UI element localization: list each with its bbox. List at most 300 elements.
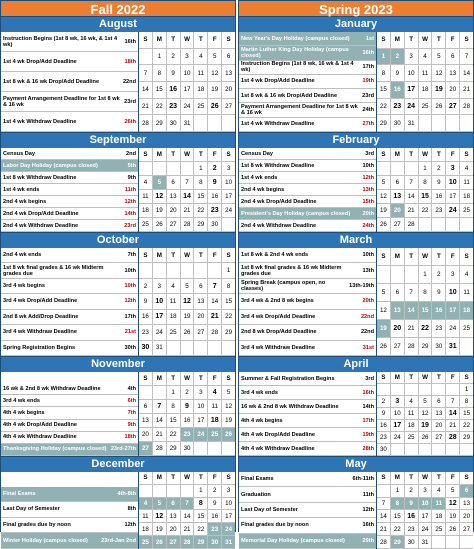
day-cell: [446, 115, 460, 132]
event-list: [239, 32, 377, 132]
event-date: 14th: [362, 403, 374, 410]
event-label: 1st 4 wk ends: [3, 186, 40, 193]
event-row: [239, 372, 376, 386]
day-cell: 31: [419, 536, 433, 549]
day-cell: 12: [153, 190, 167, 204]
event-label: Payment Arrangement Deadline for 1st 8 wk & 16 wk: [241, 104, 358, 117]
day-cell: [208, 263, 222, 278]
event-label: 1st 4 wk Withdraw Deadline: [3, 118, 77, 125]
day-cell: 7: [405, 176, 419, 190]
calendar-grid: [377, 472, 473, 549]
day-cell: [419, 115, 433, 132]
event-row: [1, 248, 138, 263]
day-cell: 30: [139, 341, 153, 356]
day-cell: 10: [153, 294, 167, 309]
month-title: December: [1, 457, 235, 472]
event-label: 1st 8 wk & 16 wk Drop/Add Deadline: [3, 78, 100, 85]
day-cell: 18: [167, 310, 181, 325]
day-cell: [181, 485, 195, 498]
day-cell: 3: [419, 485, 433, 498]
day-cell: 10: [194, 400, 208, 414]
day-cell: 23: [432, 320, 446, 338]
weekday-header: F: [446, 472, 460, 485]
calendar-grid: [377, 372, 473, 456]
event-row: [239, 220, 376, 232]
event-date: 6th-11th: [352, 476, 374, 483]
day-cell: 31: [153, 341, 167, 356]
day-cell: [377, 384, 391, 396]
event-date: 23rd: [124, 222, 136, 229]
weekday-header: F: [208, 148, 222, 162]
day-cell: 10: [446, 176, 460, 190]
day-cell: 3: [446, 266, 460, 284]
day-cell: 19: [222, 414, 235, 428]
day-cell: [377, 485, 391, 498]
weekday-header: F: [208, 472, 222, 485]
day-cell: 18: [460, 302, 473, 320]
event-label: Thanksgiving Holiday (campus closed): [3, 446, 107, 453]
day-cell: 7: [377, 498, 391, 511]
day-cell: 29: [391, 536, 405, 549]
event-row: [239, 487, 376, 502]
weekday-header: F: [446, 248, 460, 266]
weekday-header: T: [432, 248, 446, 266]
day-cell: 7: [405, 284, 419, 302]
day-cell: 19: [446, 510, 460, 523]
event-date: 13th: [362, 267, 374, 274]
day-cell: 11: [419, 65, 433, 82]
day-cell: 11: [460, 176, 473, 190]
day-cell: 2: [181, 386, 195, 400]
event-row: [1, 52, 138, 72]
day-cell: 22: [419, 320, 433, 338]
event-date: 6th: [127, 397, 136, 404]
event-label: Final Exams: [3, 490, 36, 497]
event-label: New Year's Day Holiday (campus closed): [241, 35, 350, 42]
day-cell: 17: [222, 190, 235, 204]
day-cell: 28: [181, 218, 195, 232]
event-label: 4th 4 wk begins: [3, 409, 45, 416]
day-cell: 15: [167, 414, 181, 428]
day-cell: 29: [194, 218, 208, 232]
day-cell: 3: [153, 279, 167, 294]
day-cell: [446, 218, 460, 232]
month-march: [239, 233, 473, 356]
day-cell: 29: [460, 432, 473, 444]
day-cell: 5: [153, 176, 167, 190]
event-label: 4th 4 wk Withdraw Deadline: [3, 434, 77, 441]
weekday-header: M: [153, 472, 167, 485]
event-label: 3rd 4 wk begins: [3, 283, 45, 290]
weekday-header: W: [181, 472, 195, 485]
fall-column: [0, 0, 236, 546]
day-cell: 25: [139, 218, 153, 232]
event-date: 3rd: [365, 375, 374, 382]
event-label: 1st 8 wk final grades & 16 wk Midterm grades due: [241, 264, 342, 277]
day-cell: 10: [405, 65, 419, 82]
event-date: 4th-8th: [117, 490, 136, 497]
day-cell: 7: [208, 279, 222, 294]
day-cell: 7: [446, 396, 460, 408]
event-date: 12th: [124, 198, 136, 205]
day-cell: 13: [222, 65, 235, 82]
day-cell: 5: [208, 49, 222, 66]
event-row: [239, 196, 376, 208]
month-november: [1, 357, 235, 456]
day-cell: 15: [194, 510, 208, 523]
day-cell: 17: [446, 190, 460, 204]
event-label: 1st 8 wk & 16 wk Drop/Add Deadline: [241, 92, 338, 99]
day-cell: 3: [181, 49, 195, 66]
day-cell: 6: [391, 284, 405, 302]
day-cell: 9: [377, 408, 391, 420]
event-list: [239, 372, 377, 456]
day-cell: 22: [391, 523, 405, 536]
weekday-header: S: [460, 372, 473, 384]
month-october: [1, 233, 235, 356]
event-row: [1, 279, 138, 294]
day-cell: 3: [194, 386, 208, 400]
day-cell: [432, 536, 446, 549]
day-cell: 2: [391, 49, 405, 66]
day-cell: 1: [391, 485, 405, 498]
event-row: [1, 310, 138, 325]
event-label: 3rd 4 wk Withdraw Deadline: [241, 344, 315, 351]
day-cell: 20: [460, 510, 473, 523]
month-title: May: [239, 457, 473, 472]
month-january: [239, 17, 473, 132]
event-date: 28th: [362, 445, 374, 452]
day-cell: 30: [208, 218, 222, 232]
day-cell: 4: [460, 266, 473, 284]
day-cell: 20: [194, 310, 208, 325]
month-title: August: [1, 17, 235, 32]
holiday-row: [239, 46, 376, 60]
event-row: [1, 263, 138, 278]
event-row: [1, 294, 138, 309]
weekday-header: W: [181, 148, 195, 162]
day-cell: 6: [167, 176, 181, 190]
day-cell: 13: [391, 302, 405, 320]
day-cell: 2: [139, 279, 153, 294]
day-cell: 24: [222, 204, 235, 218]
event-row: [1, 220, 138, 232]
day-cell: [139, 386, 153, 400]
event-label: 2nd 4 wk Drop/Add Deadline: [241, 198, 317, 205]
day-cell: 22: [194, 204, 208, 218]
event-date: 19th: [362, 78, 374, 85]
event-date: 30th: [124, 344, 136, 351]
event-label: 2nd 8 wk Add/Drop Deadline: [3, 313, 79, 320]
day-cell: 18: [419, 82, 433, 99]
day-cell: [139, 485, 153, 498]
event-row: [1, 172, 138, 184]
day-cell: 7: [460, 49, 473, 66]
day-cell: 4: [460, 162, 473, 176]
day-cell: 5: [432, 49, 446, 66]
event-date: 18th: [124, 434, 136, 441]
day-cell: 29: [377, 115, 391, 132]
day-cell: 11: [194, 65, 208, 82]
day-cell: 24: [391, 432, 405, 444]
day-cell: 20: [432, 420, 446, 432]
event-row: [239, 294, 376, 309]
day-cell: 26: [446, 523, 460, 536]
day-cell: 3: [405, 49, 419, 66]
day-cell: [391, 162, 405, 176]
weekday-header: W: [419, 32, 433, 49]
day-cell: 20: [139, 428, 153, 442]
event-label: Payment Arrangement Deadline for 1st 8 wk & 16 wk: [3, 95, 120, 108]
event-row: [239, 414, 376, 428]
day-cell: 8: [222, 279, 235, 294]
day-cell: [405, 444, 419, 456]
day-cell: 16: [432, 190, 446, 204]
day-cell: 27: [167, 218, 181, 232]
day-cell: 13: [139, 414, 153, 428]
day-cell: [432, 218, 446, 232]
event-date: 12th: [124, 298, 136, 305]
day-cell: 9: [208, 498, 222, 511]
day-cell: 26: [222, 428, 235, 442]
event-row: [239, 160, 376, 172]
event-row: [239, 400, 376, 414]
day-cell: 27: [432, 432, 446, 444]
event-label: 2nd 4 wk Drop/Add Deadline: [3, 210, 79, 217]
day-cell: 1: [153, 49, 167, 66]
day-cell: 28: [139, 115, 153, 132]
day-cell: 16: [167, 82, 181, 99]
day-cell: 30: [405, 536, 419, 549]
event-label: 2nd 4 wk begins: [241, 186, 285, 193]
weekday-header: S: [460, 472, 473, 485]
event-row: [239, 279, 376, 294]
holiday-row: [239, 534, 376, 549]
holiday-row: [1, 533, 138, 549]
day-cell: 22: [153, 99, 167, 116]
day-cell: 20: [167, 204, 181, 218]
day-cell: [194, 341, 208, 356]
day-cell: [153, 485, 167, 498]
event-row: [239, 61, 376, 75]
event-date: 9th: [127, 422, 136, 429]
day-cell: 24: [194, 428, 208, 442]
weekday-header: W: [419, 472, 433, 485]
day-cell: 8: [460, 396, 473, 408]
day-cell: 8: [153, 65, 167, 82]
day-cell: 18: [194, 82, 208, 99]
day-cell: [446, 536, 460, 549]
day-cell: 26: [432, 99, 446, 116]
day-cell: 10: [222, 176, 235, 190]
day-cell: 4: [194, 49, 208, 66]
event-date: 23rd-27th: [110, 446, 136, 453]
event-row: [1, 72, 138, 92]
day-cell: 12: [222, 400, 235, 414]
month-title: April: [239, 357, 473, 372]
weekday-header: F: [446, 32, 460, 49]
day-cell: 20: [446, 82, 460, 99]
event-row: [239, 503, 376, 518]
event-label: Labor Day Holiday (campus closed): [3, 162, 98, 169]
weekday-header: F: [446, 148, 460, 162]
day-cell: 13: [460, 498, 473, 511]
event-label: Memorial Day Holiday (campus closed): [241, 537, 345, 544]
weekday-header: W: [419, 148, 433, 162]
day-cell: [208, 115, 222, 132]
event-label: 2nd 4 wk Withdraw Deadline: [241, 222, 317, 229]
day-cell: [222, 218, 235, 232]
event-label: 4th 4 wk begins: [241, 417, 283, 424]
event-label: Spring Break (campus open, no classes): [241, 280, 326, 293]
calendar-grid: [139, 248, 235, 356]
day-cell: 6: [391, 176, 405, 190]
day-cell: 11: [139, 190, 153, 204]
calendar-grid: [377, 248, 473, 356]
day-cell: 31: [222, 536, 235, 549]
holiday-row: [239, 208, 376, 220]
day-cell: 3: [222, 162, 235, 176]
day-cell: 30: [167, 115, 181, 132]
weekday-header: T: [432, 148, 446, 162]
event-date: 7th: [127, 252, 136, 259]
weekday-header: T: [405, 248, 419, 266]
day-cell: 22: [222, 310, 235, 325]
event-label: Spring Registration Begins: [3, 344, 76, 351]
day-cell: 7: [181, 176, 195, 190]
day-cell: 23: [391, 99, 405, 116]
event-label: Final Exams: [241, 476, 274, 483]
event-date: 16th: [362, 49, 374, 56]
event-label: 2nd 8 wk Drop/Add Deadline: [241, 329, 317, 336]
day-cell: [391, 384, 405, 396]
day-cell: 14: [181, 190, 195, 204]
day-cell: 25: [419, 99, 433, 116]
weekday-header: M: [153, 248, 167, 263]
event-row: [239, 518, 376, 533]
day-cell: 17: [181, 82, 195, 99]
day-cell: 26: [153, 536, 167, 549]
event-row: [239, 472, 376, 487]
day-cell: 17: [405, 82, 419, 99]
month-title: September: [1, 133, 235, 148]
event-label: Winter Holiday (campus closed): [3, 537, 88, 544]
day-cell: 13: [194, 294, 208, 309]
event-date: 9th: [127, 174, 136, 181]
day-cell: 25: [460, 204, 473, 218]
event-date: 20th: [362, 298, 374, 305]
day-cell: 23: [208, 204, 222, 218]
day-cell: 12: [377, 302, 391, 320]
weekday-header: M: [153, 372, 167, 386]
day-cell: 7: [181, 498, 195, 511]
calendar-grid: [139, 372, 235, 456]
day-cell: 13: [167, 510, 181, 523]
day-cell: 14: [377, 510, 391, 523]
event-label: 3rd 4 wk Withdraw Deadline: [3, 329, 77, 336]
weekday-header: S: [139, 148, 153, 162]
day-cell: 15: [222, 294, 235, 309]
event-label: Final grades due by noon: [3, 522, 71, 529]
day-cell: 3: [391, 396, 405, 408]
event-date: 22nd: [122, 78, 136, 85]
day-cell: 25: [194, 99, 208, 116]
weekday-header: T: [194, 148, 208, 162]
day-cell: 30: [181, 442, 195, 456]
event-label: 2nd 4 wk Withdraw Deadline: [3, 222, 79, 229]
day-cell: 27: [460, 523, 473, 536]
calendar-grid: [139, 148, 235, 232]
day-cell: 16: [208, 510, 222, 523]
day-cell: 2: [405, 485, 419, 498]
day-cell: 21: [181, 204, 195, 218]
event-label: Census Day: [3, 150, 36, 157]
day-cell: 1: [194, 485, 208, 498]
day-cell: 15: [153, 82, 167, 99]
day-cell: 17: [222, 510, 235, 523]
day-cell: 24: [446, 204, 460, 218]
event-row: [1, 472, 138, 487]
event-date: 29th: [362, 537, 374, 544]
day-cell: 17: [446, 302, 460, 320]
event-label: 3rd 4 wk ends: [3, 397, 40, 404]
day-cell: 30: [391, 115, 405, 132]
weekday-header: S: [377, 32, 391, 49]
event-list: [1, 372, 139, 456]
event-row: [1, 383, 138, 395]
day-cell: 1: [167, 386, 181, 400]
day-cell: 22: [167, 428, 181, 442]
event-label: 4th 4 wk Drop/Add Deadline: [241, 431, 315, 438]
event-row: [239, 386, 376, 400]
day-cell: [405, 162, 419, 176]
holiday-row: [1, 160, 138, 172]
day-cell: 7: [153, 400, 167, 414]
holiday-row: [1, 444, 138, 456]
month-title: November: [1, 357, 235, 372]
event-label: 1st 4 wk Withdraw Deadline: [241, 121, 315, 128]
event-label: 4th 4 wk Withdraw Deadline: [241, 445, 315, 452]
holiday-row: [239, 32, 376, 46]
event-date: 10th: [124, 283, 136, 290]
event-label: Graduation: [241, 491, 271, 498]
weekday-header: T: [167, 248, 181, 263]
day-cell: 12: [153, 510, 167, 523]
weekday-header: T: [432, 472, 446, 485]
weekday-header: T: [405, 32, 419, 49]
day-cell: 10: [391, 408, 405, 420]
event-date: 4th: [127, 385, 136, 392]
calendar-grid: [139, 32, 235, 132]
day-cell: 13: [391, 190, 405, 204]
day-cell: [181, 341, 195, 356]
day-cell: 16: [432, 302, 446, 320]
event-date: 11th: [124, 186, 136, 193]
day-cell: 23: [167, 99, 181, 116]
day-cell: 9: [139, 294, 153, 309]
day-cell: 28: [377, 536, 391, 549]
event-row: [1, 341, 138, 356]
weekday-header: T: [194, 32, 208, 49]
event-date: 18th: [124, 58, 136, 65]
event-date: 2nd: [126, 150, 136, 157]
day-cell: 19: [377, 204, 391, 218]
day-cell: 18: [432, 510, 446, 523]
day-cell: 16: [208, 190, 222, 204]
event-date: 11th: [362, 491, 374, 498]
event-row: [1, 518, 138, 534]
day-cell: 25: [460, 320, 473, 338]
